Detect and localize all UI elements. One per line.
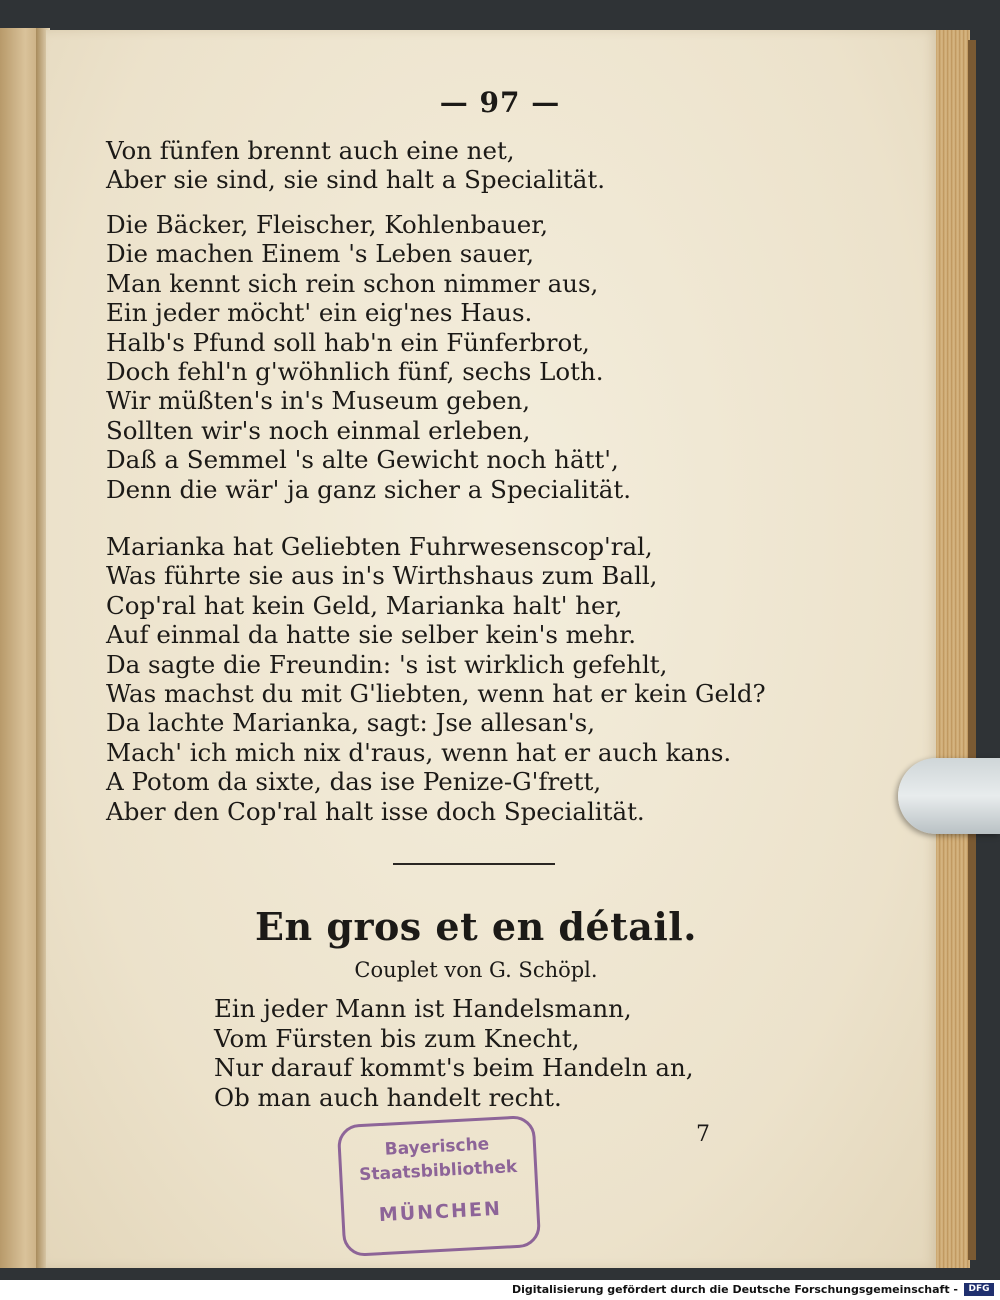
- verse-line: Was führte sie aus in's Wirthshaus zum Ball,: [106, 561, 658, 591]
- book-cover-edge: [968, 40, 976, 1260]
- verse-line: Doch fehl'n g'wöhnlich fünf, sechs Loth.: [106, 357, 604, 387]
- verse-line: Halb's Pfund soll hab'n ein Fünferbrot,: [106, 327, 590, 357]
- verse-line: Vom Fürsten bis zum Knecht,: [214, 1023, 580, 1053]
- stanza-2: [106, 210, 631, 504]
- verse-line: Nur darauf kommt's beim Handeln an,: [214, 1053, 694, 1083]
- verse-line: Ein jeder Mann ist Handelsmann,: [214, 994, 632, 1023]
- verse-line: Auf einmal da hatte sie selber kein's mehr.: [106, 620, 637, 650]
- verse-line: Da sagte die Freundin: 's ist wirklich gefehlt,: [106, 649, 668, 679]
- page-clip-tab: [898, 758, 1000, 834]
- verse-line: Mach' ich mich nix d'raus, wenn hat er auch kans.: [106, 737, 732, 767]
- verse-line: Aber den Cop'ral halt isse doch Specialität.: [106, 796, 645, 826]
- verse-line: Sollten wir's noch einmal erleben,: [106, 415, 531, 445]
- stanza-1: [106, 136, 605, 195]
- stanza-3: [106, 532, 766, 826]
- song-title: En gros et en détail.: [255, 904, 697, 949]
- verse-line: Ob man auch handelt recht.: [214, 1082, 562, 1112]
- verse-line: Ein jeder möcht' ein eig'nes Haus.: [106, 298, 533, 328]
- library-stamp: [337, 1115, 542, 1257]
- verse-line: Denn die wär' ja ganz sicher a Specialität.: [106, 474, 632, 504]
- verse-line: Man kennt sich rein schon nimmer aus,: [106, 268, 599, 298]
- verse-line: Die machen Einem 's Leben sauer,: [106, 239, 535, 269]
- signature-mark: 7: [696, 1122, 710, 1147]
- page-stack-edge: [936, 30, 970, 1268]
- verse-line: Von fünfen brennt auch eine net,: [106, 136, 515, 165]
- section-divider: [393, 863, 555, 865]
- dfg-logo: DFG: [964, 1283, 994, 1296]
- verse-line: Marianka hat Geliebten Fuhrwesenscop'ral,: [106, 532, 653, 561]
- verse-line: Was machst du mit G'liebten, wenn hat er kein Geld?: [106, 679, 766, 709]
- page-number: — 97 —: [439, 86, 561, 119]
- song-byline: Couplet von G. Schöpl.: [354, 958, 598, 982]
- verse-line: A Potom da sixte, das ise Penize-G'frett,: [106, 767, 602, 797]
- verse-line: Aber sie sind, sie sind halt a Specialität.: [106, 165, 606, 195]
- stamp-line-2: Staatsbibliothek: [358, 1156, 518, 1186]
- verse-line: Daß a Semmel 's alte Gewicht noch hätt',: [106, 445, 619, 475]
- stamp-line-3: MÜNCHEN: [378, 1197, 503, 1227]
- verse-line: Die Bäcker, Fleischer, Kohlenbauer,: [106, 210, 549, 239]
- verse-line: Wir müßten's in's Museum geben,: [106, 386, 531, 416]
- digitization-credit: Digitalisierung gefördert durch die Deutsche Forschungsgemeinschaft -: [511, 1283, 958, 1296]
- verse-line: Cop'ral hat kein Geld, Marianka halt' her,: [106, 590, 623, 620]
- stanza-4: [214, 994, 694, 1112]
- stamp-line-1: Bayerische: [384, 1134, 490, 1160]
- verse-line: Da lachte Marianka, sagt: Jse allesan's,: [106, 708, 596, 738]
